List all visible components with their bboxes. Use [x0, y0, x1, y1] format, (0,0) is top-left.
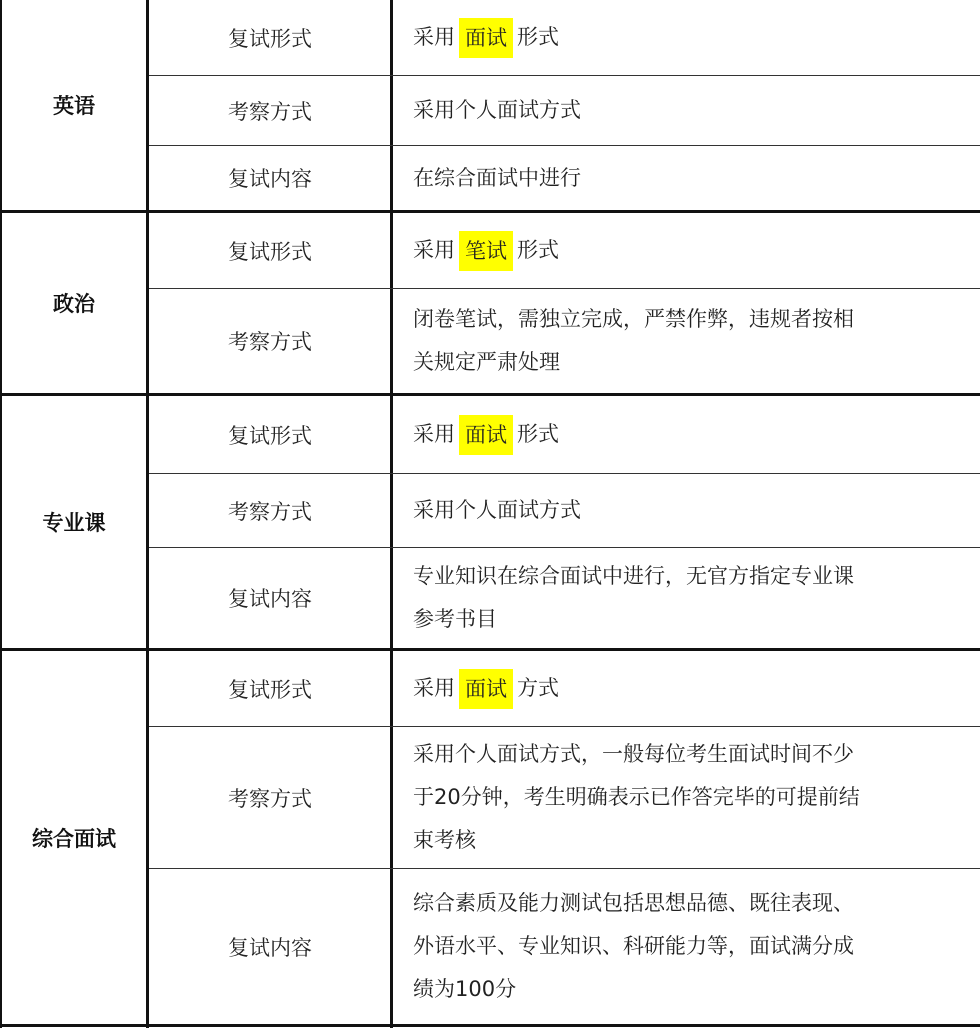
value-text: 形式	[517, 422, 559, 446]
column-divider-2	[390, 0, 393, 1028]
column-divider-1	[146, 0, 149, 1028]
highlighted-text: 面试	[459, 415, 513, 455]
highlighted-text: 笔试	[459, 231, 513, 271]
item-label: 考察方式	[228, 786, 312, 811]
item-label: 复试内容	[228, 935, 312, 960]
value-text: 采用	[413, 238, 455, 262]
value-line: 束考核	[413, 828, 476, 852]
value-line: 参考书目	[413, 607, 497, 631]
item-label: 复试内容	[228, 587, 312, 611]
item-label: 复试形式	[228, 423, 312, 448]
value-line: 闭卷笔试，需独立完成，严禁作弊，违规者按相	[413, 307, 854, 331]
category-interview: 综合面试	[32, 826, 116, 851]
item-label: 考察方式	[228, 499, 312, 524]
value-line: 绩为100分	[413, 977, 517, 1001]
item-label: 复试形式	[228, 26, 312, 51]
value-line: 专业知识在综合面试中进行，无官方指定专业课	[413, 564, 854, 588]
value-cell	[413, 727, 968, 868]
value-cell	[413, 213, 968, 288]
value-line: 综合素质及能力测试包括思想品德、既往表现、	[413, 891, 854, 915]
item-label: 复试形式	[228, 677, 312, 702]
item-label: 复试形式	[228, 239, 312, 264]
value-cell	[413, 869, 968, 1024]
value-line: 采用个人面试方式，一般每位考生面试时间不少	[413, 742, 854, 766]
value-line: 关规定严肃处理	[413, 350, 560, 374]
value-text: 采用	[413, 422, 455, 446]
highlighted-text: 面试	[459, 18, 513, 58]
value-text: 在综合面试中进行	[413, 165, 581, 190]
value-cell	[413, 396, 968, 473]
value-cell	[413, 0, 968, 75]
category-major: 专业课	[42, 511, 106, 535]
value-cell	[413, 548, 968, 648]
value-text: 采用	[413, 676, 455, 700]
value-text: 采用	[413, 25, 455, 49]
value-text: 形式	[517, 25, 559, 49]
category-english: 英语	[53, 94, 95, 118]
value-cell	[413, 289, 968, 393]
category-politics: 政治	[53, 292, 95, 316]
value-line: 外语水平、专业知识、科研能力等，面试满分成	[413, 934, 854, 958]
value-text: 形式	[517, 238, 559, 262]
value-text: 方式	[517, 676, 559, 700]
item-label: 考察方式	[228, 99, 312, 124]
value-line: 于20分钟，考生明确表示已作答完毕的可提前结	[413, 785, 860, 809]
highlighted-text: 面试	[459, 669, 513, 709]
table-border-bottom	[0, 1024, 980, 1027]
item-label: 复试内容	[228, 167, 312, 191]
value-cell	[413, 651, 968, 726]
item-label: 考察方式	[228, 330, 312, 354]
value-text: 采用个人面试方式	[413, 98, 581, 122]
value-text: 采用个人面试方式	[413, 498, 581, 522]
